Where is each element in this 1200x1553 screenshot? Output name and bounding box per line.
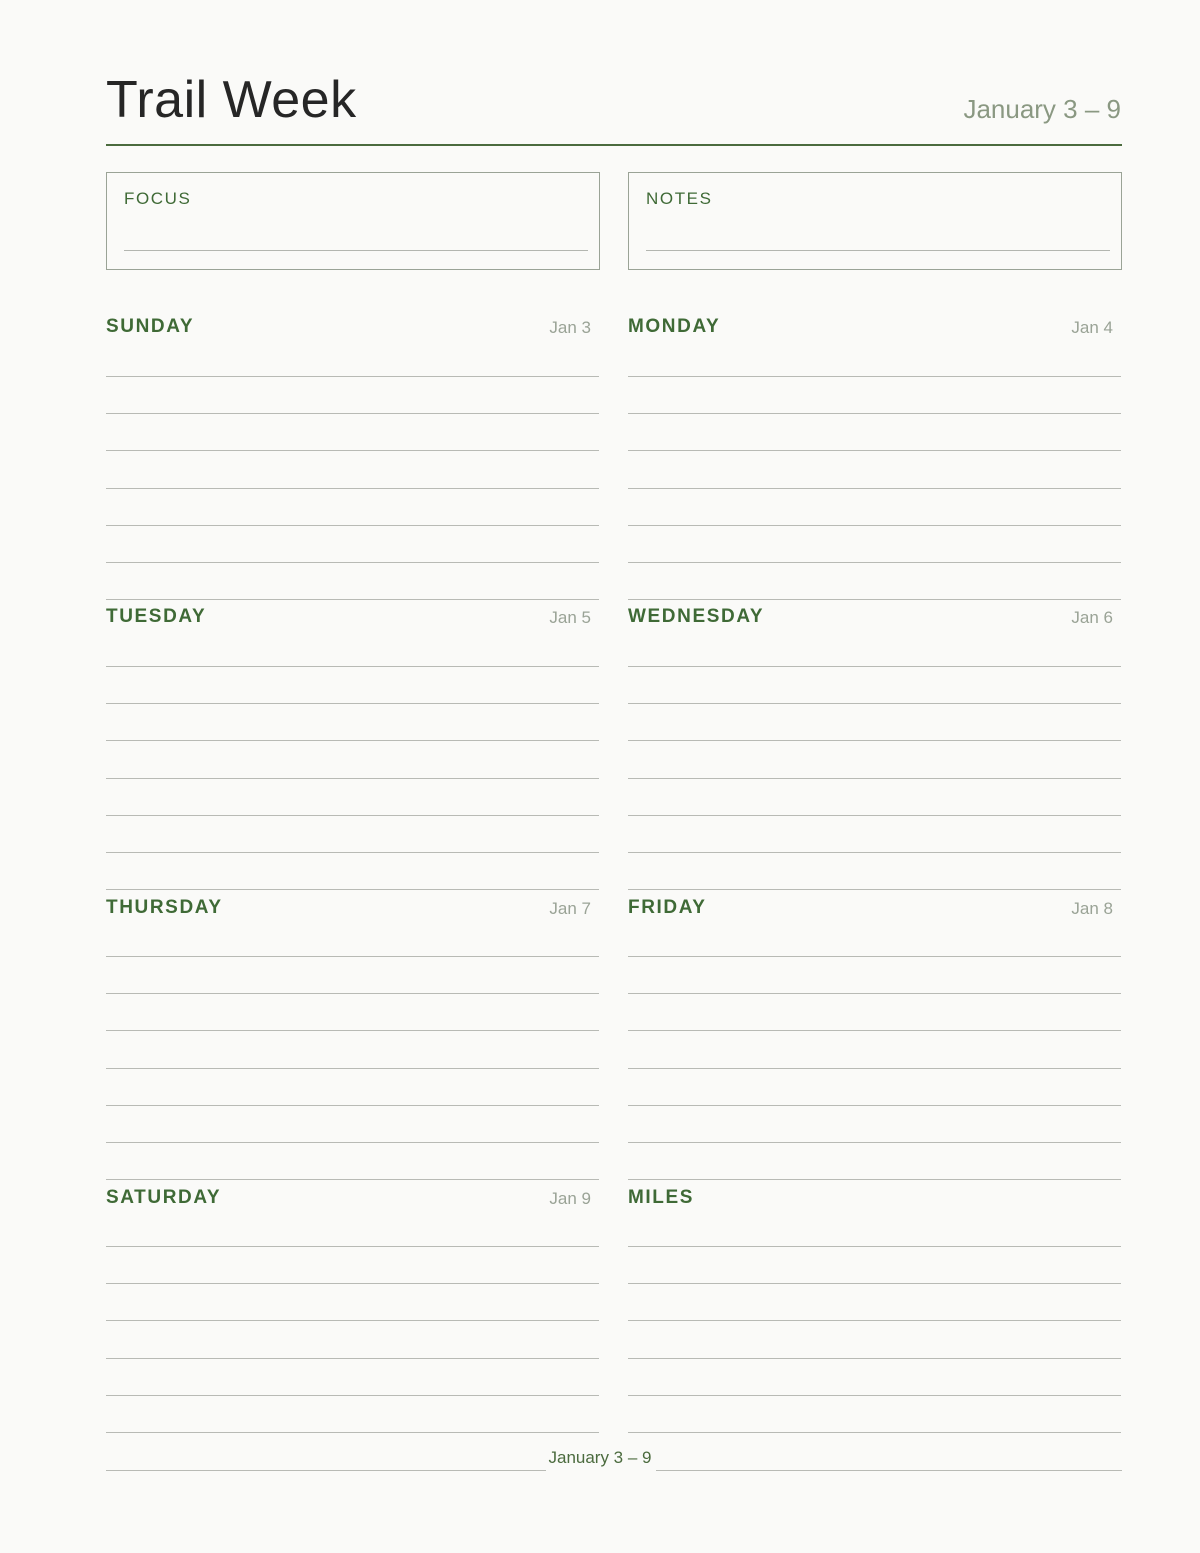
writing-line[interactable] [628,525,1121,526]
writing-line[interactable] [106,1395,599,1396]
writing-line[interactable] [106,993,599,994]
day-date: Jan 3 [549,318,591,337]
writing-line[interactable] [106,956,599,957]
writing-line[interactable] [628,815,1121,816]
day-date: Jan 8 [1071,899,1113,918]
writing-line[interactable] [106,1283,599,1284]
day-section-tuesday [106,606,599,891]
miles-header [628,1187,1121,1217]
focus-writing-line[interactable] [124,250,588,251]
writing-line[interactable] [628,993,1121,994]
writing-line[interactable] [628,562,1121,563]
day-section-thursday [106,897,599,1182]
writing-line[interactable] [628,740,1121,741]
day-header [106,606,599,636]
page-title: Trail Week [106,71,357,129]
writing-line[interactable] [628,889,1121,890]
writing-line[interactable] [628,1142,1121,1143]
writing-line[interactable] [106,852,599,853]
day-section-monday [628,316,1121,601]
writing-line[interactable] [628,1432,1121,1433]
day-name: TUESDAY [106,606,207,627]
day-name: SATURDAY [106,1187,222,1208]
focus-box [106,172,600,270]
day-date: Jan 6 [1071,608,1113,627]
day-header [106,1187,599,1217]
day-section-sunday [106,316,599,601]
writing-line[interactable] [628,450,1121,451]
day-section-friday [628,897,1121,1182]
writing-line[interactable] [106,1432,599,1433]
footer-rule-left [106,1470,546,1471]
miles-label: MILES [628,1187,695,1208]
writing-line[interactable] [628,1358,1121,1359]
writing-line[interactable] [106,450,599,451]
writing-line[interactable] [106,666,599,667]
day-header [106,897,599,927]
day-name: MONDAY [628,316,721,337]
header-date-range: January 3 – 9 [963,94,1121,124]
writing-line[interactable] [628,1105,1121,1106]
writing-line[interactable] [628,666,1121,667]
writing-line[interactable] [628,1068,1121,1069]
writing-line[interactable] [106,488,599,489]
writing-line[interactable] [106,1068,599,1069]
writing-line[interactable] [106,1358,599,1359]
writing-line[interactable] [106,1179,599,1180]
writing-line[interactable] [106,778,599,779]
notes-writing-line[interactable] [646,250,1110,251]
day-header [628,897,1121,927]
notes-box [628,172,1122,270]
writing-line[interactable] [106,562,599,563]
day-date: Jan 9 [549,1189,591,1208]
writing-line[interactable] [106,1105,599,1106]
writing-line[interactable] [628,1320,1121,1321]
writing-line[interactable] [106,1030,599,1031]
writing-line[interactable] [628,1395,1121,1396]
writing-line[interactable] [628,1030,1121,1031]
day-name: WEDNESDAY [628,606,765,627]
writing-line[interactable] [106,376,599,377]
day-section-saturday [106,1187,599,1437]
writing-line[interactable] [106,889,599,890]
writing-line[interactable] [106,599,599,600]
writing-line[interactable] [628,778,1121,779]
writing-line[interactable] [106,1320,599,1321]
writing-line[interactable] [628,488,1121,489]
writing-line[interactable] [628,1283,1121,1284]
writing-line[interactable] [628,956,1121,957]
day-date: Jan 4 [1071,318,1113,337]
writing-line[interactable] [106,740,599,741]
day-date: Jan 7 [549,899,591,918]
day-header [628,316,1121,346]
writing-line[interactable] [628,376,1121,377]
focus-label: FOCUS [124,189,192,208]
writing-line[interactable] [628,1179,1121,1180]
miles-section [628,1187,1121,1437]
writing-line[interactable] [106,1246,599,1247]
day-name: FRIDAY [628,897,707,918]
writing-line[interactable] [106,703,599,704]
footer-date-range: January 3 – 9 [548,1448,652,1467]
writing-line[interactable] [106,1142,599,1143]
day-header [628,606,1121,636]
writing-line[interactable] [106,525,599,526]
writing-line[interactable] [628,599,1121,600]
writing-line[interactable] [106,413,599,414]
writing-line[interactable] [628,1246,1121,1247]
day-section-wednesday [628,606,1121,891]
writing-line[interactable] [106,815,599,816]
day-header [106,316,599,346]
writing-line[interactable] [628,852,1121,853]
day-date: Jan 5 [549,608,591,627]
header-divider [106,144,1122,146]
day-name: THURSDAY [106,897,223,918]
notes-label: NOTES [646,189,713,208]
writing-line[interactable] [628,703,1121,704]
footer-rule-right [656,1470,1122,1471]
writing-line[interactable] [628,413,1121,414]
day-name: SUNDAY [106,316,195,337]
